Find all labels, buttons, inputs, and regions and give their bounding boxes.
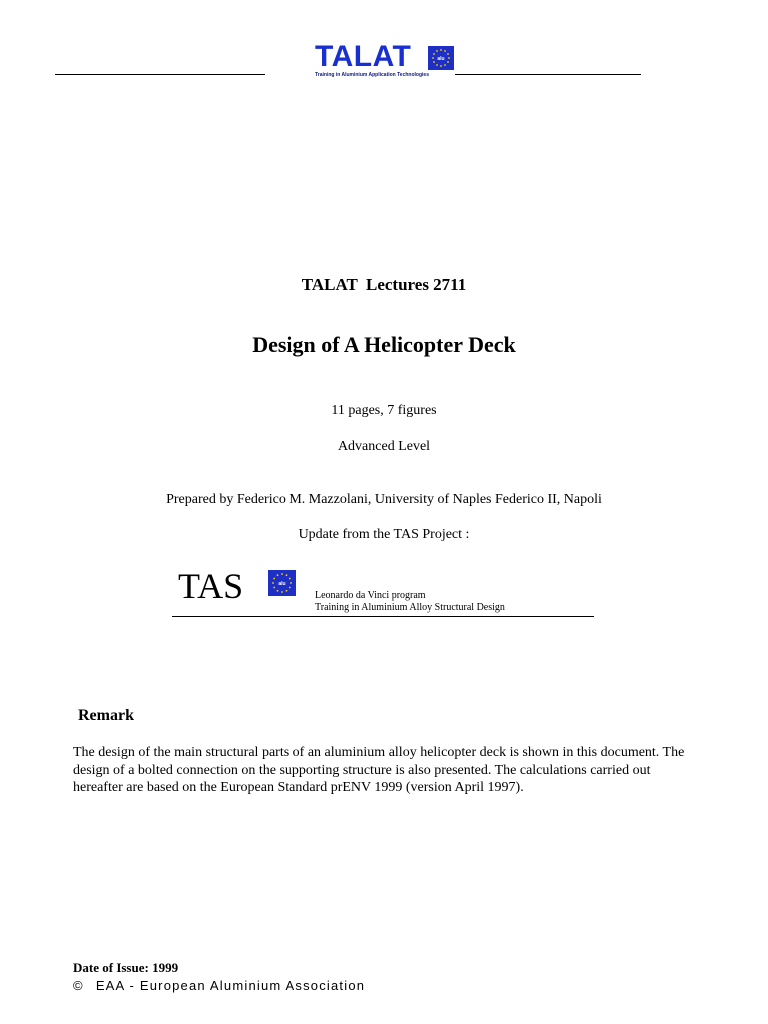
tas-course: Training in Aluminium Alloy Structural Design <box>315 602 505 613</box>
page-title: Design of A Helicopter Deck <box>252 332 516 357</box>
prepared-by: Prepared by Federico M. Mazzolani, University of Naples Federico II, Napoli <box>166 492 602 507</box>
update-note: Update from the TAS Project : <box>298 527 470 542</box>
tas-info <box>315 590 505 614</box>
tas-program: Leonardo da Vinci program <box>315 590 426 601</box>
tas-eu-flag-icon <box>268 570 296 596</box>
copyright-text: EAA - European Aluminium Association <box>95 978 366 993</box>
tas-rule <box>172 616 594 617</box>
talat-logo-text: TALAT <box>315 40 412 73</box>
talat-flag-label: alu <box>437 56 445 62</box>
tas-logo-text: TAS <box>178 566 244 606</box>
header-rule-left <box>55 74 265 75</box>
talat-eu-flag-icon <box>428 46 454 70</box>
remark-heading: Remark <box>78 707 134 724</box>
pages-figures: 11 pages, 7 figures <box>331 403 437 418</box>
copyright-icon: © <box>73 978 84 993</box>
level: Advanced Level <box>337 439 431 454</box>
talat-logo-tagline: Training in Aluminium Application Technologies <box>315 72 429 78</box>
issue-date: Date of Issue: 1999 <box>73 960 179 975</box>
lecture-title: TALAT Lectures 2711 <box>301 275 467 294</box>
remark-body: The design of the main structural parts of an aluminium alloy helicopter deck is shown in this document. The design of a bolted connection on the supporting structure is also presented. The calculations carried out hereafter are based on the European Standard prENV 1999 (version April 1997). <box>73 745 685 795</box>
header-rule-right <box>455 74 641 75</box>
copyright-line <box>73 978 365 993</box>
tas-flag-label: alu <box>278 581 286 587</box>
